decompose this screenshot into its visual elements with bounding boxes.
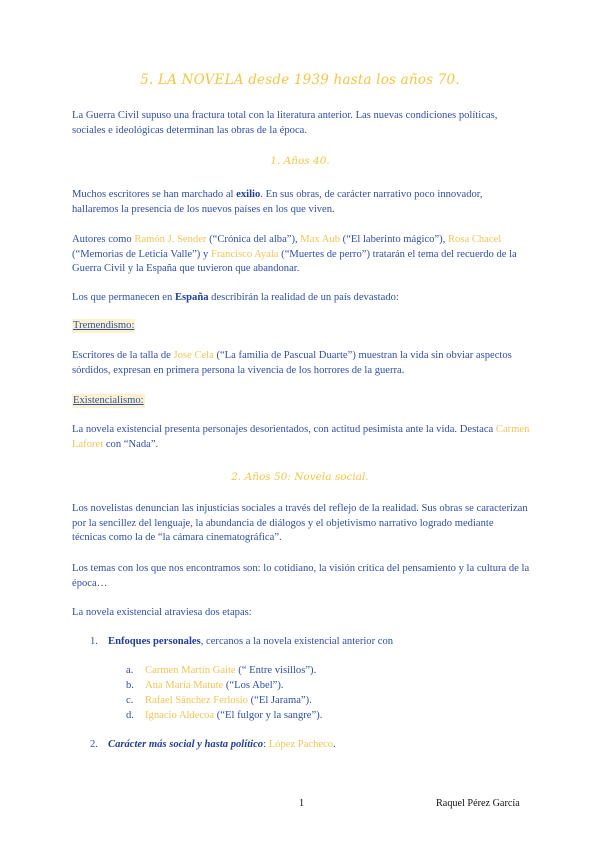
section-heading-1: 1. Años 40. [270, 155, 330, 167]
author-name: Max Aub [300, 234, 341, 245]
text: con “Nada”. [103, 438, 159, 450]
sub-letter: c. [126, 695, 134, 706]
author-name: Ramón J. Sender [134, 234, 207, 245]
author-name: Carmen Martín Gaite [145, 665, 236, 676]
author-name: Rosa Chacel [447, 234, 502, 245]
author-name: Carmen Laforet [72, 424, 530, 450]
author-name: López Pacheco [268, 739, 334, 750]
social-paragraph-1: Los novelistas denuncian las injusticias sociales a través del reflejo de la realidad. Sus obras se caracterizan por la sencillez del lenguaje, la abundancia de diálogos y el objetivismo narrativo logrado mediante técnicas como la de “la cámara cinematográfica”. [72, 503, 528, 543]
social-paragraph-2: Los temas con los que nos encontramos son: lo cotidiano, la visión crítica del pensamiento y la cultura de la época… [72, 563, 530, 589]
sub-text [145, 709, 322, 724]
text: . En sus obras, de carácter narrativo poco innovador, hallaremos la presencia de los nuevos países en los que viven. [72, 189, 483, 215]
list-text [108, 635, 393, 650]
text: describirán la realidad de un país devastado: [208, 292, 399, 303]
text: , cercanos a la novela existencial anterior con [200, 636, 394, 647]
author-name: Jose Cela [173, 350, 214, 361]
bold-term: exilio [236, 189, 261, 200]
etapas-paragraph: La novela existencial atraviesa dos etapas: [72, 607, 252, 618]
text: La novela existencial presenta personajes desorientados, con actitud pesimista ante la vida. Destaca [72, 424, 496, 435]
work-title: (“El Jarama”). [247, 695, 312, 706]
tremendismo-label: Tremendismo: [73, 320, 135, 331]
sub-text [145, 664, 316, 679]
sub-letter: b. [126, 680, 134, 691]
text: Muchos escritores se han marchado al [72, 189, 237, 200]
text: (“Muertes de perro”) tratarán el tema del recuerdo de la Guerra Civil y la España que tuvieron que abandonar. [72, 248, 517, 274]
text: (“La familia de Pascual Duarte”) muestran la vida sin obviar aspectos sórdidos, expresan en primera persona la vivencia de los horrores de la guerra. [72, 350, 512, 376]
text: . [333, 739, 336, 750]
exilio-paragraph [72, 188, 530, 217]
sub-text [145, 679, 284, 694]
page-title: 5. LA NOVELA desde 1939 hasta los años 70. [140, 72, 460, 88]
existencialismo-paragraph [72, 423, 530, 452]
section-heading-2: 2. Años 50: Novela social. [231, 471, 369, 483]
work-title: (“El fulgor y la sangre”). [214, 710, 323, 721]
bold-term: Carácter más social y hasta político [108, 739, 264, 750]
espana-paragraph [72, 291, 530, 306]
author-name: Francisco Ayala [210, 248, 279, 260]
text: Autores como [72, 234, 135, 245]
text: : [263, 739, 269, 750]
bold-term: Enfoques personales [108, 636, 201, 647]
intro-paragraph: La Guerra Civil supuso una fractura total con la literatura anterior. Las nuevas condiciones políticas, sociales e ideológicas determinan las obras de la época. [72, 110, 498, 136]
sub-text [145, 694, 312, 709]
text: Escritores de la talla de [72, 350, 174, 361]
text: (“El laberinto mágico”), [340, 234, 448, 245]
list-text [108, 738, 336, 753]
author-name: Ana María Matute [145, 680, 224, 691]
bold-term: España [174, 292, 209, 303]
text: (“Crónica del alba”), [206, 234, 301, 245]
list-number: 1. [90, 636, 98, 647]
text: (“Memorias de Leticia Valle”) y [72, 248, 211, 260]
work-title: (“ Entre visillos”). [235, 665, 317, 676]
text: Los que permanecen en [72, 292, 175, 303]
sub-letter: a. [126, 665, 134, 676]
author-name: Rafael Sánchez Ferlosio [145, 695, 248, 706]
list-number: 2. [90, 739, 98, 750]
footer-author: Raquel Pérez García [436, 798, 520, 809]
sub-letter: d. [126, 710, 134, 721]
tremendismo-paragraph [72, 349, 530, 378]
existencialismo-label: Existencialismo: [73, 395, 144, 406]
work-title: (“Los Abel”). [223, 680, 284, 691]
page-number: 1 [299, 798, 305, 809]
author-name: Ignacio Aldecoa [145, 710, 215, 721]
autores-paragraph [72, 233, 530, 277]
